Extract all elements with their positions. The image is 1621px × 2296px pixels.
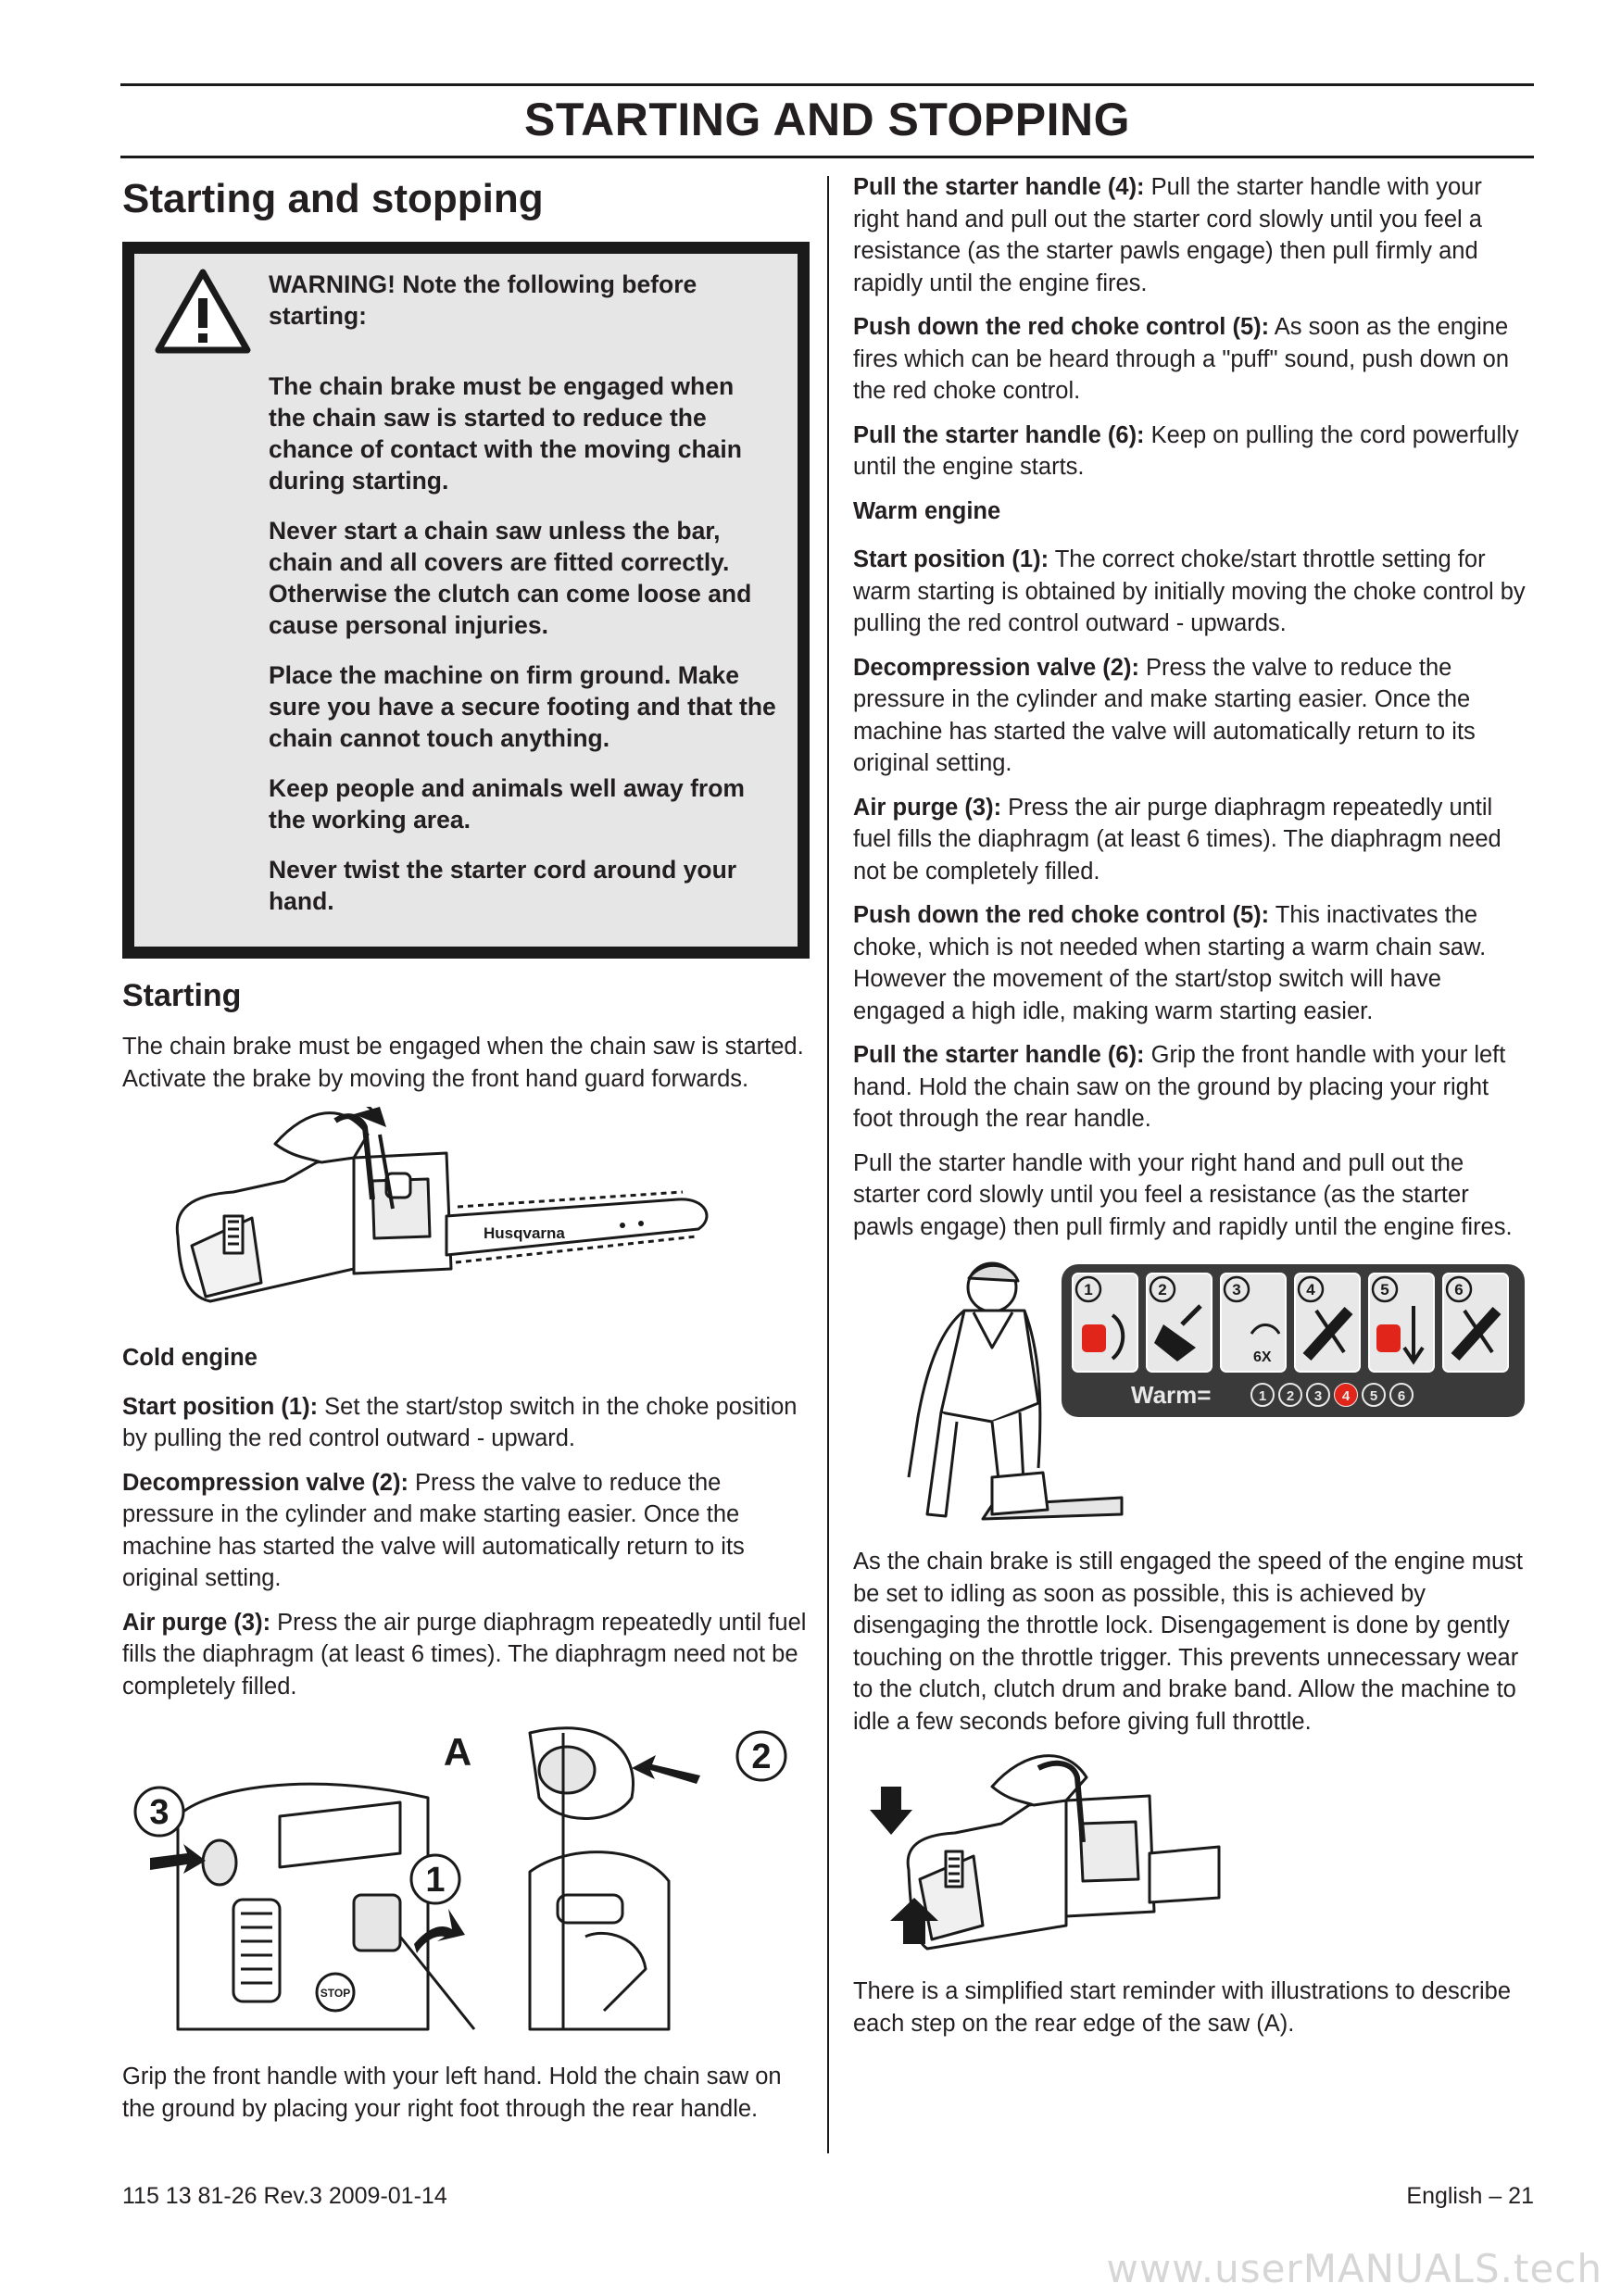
reminder-step-1: 1 [1084,1281,1093,1299]
warm-engine-title: Warm engine [853,497,1001,524]
chainsaw-chain-brake-illustration [122,1107,808,1329]
section-title: Starting and stopping [122,176,544,221]
warm-step-5-text: This inactivates the choke, which is not needed when starting a warm chain saw. However the movement of the start/stop switch will have engaged a high idle, making warm starting easier. [853,902,1487,1024]
warning-box [122,242,810,959]
right-column [853,171,1534,2051]
cold-step-3-text: Press the air purge diaphragm repeatedly until fuel fills the diaphragm (at least 6 times). The diaphragm need not be completely filled. [122,1609,807,1700]
stop-switch-label: STOP [320,1987,351,2000]
warm-step-3 [853,792,1534,888]
warning-item: Never twist the starter cord around your hand. [269,856,737,915]
reminder-step-2: 2 [1158,1281,1167,1299]
warm-step-num-2: 2 [1286,1388,1295,1404]
callout-a: A [443,1730,472,1774]
purge-count-label: 6X [1253,1349,1272,1365]
warm-step-num-3: 3 [1313,1388,1323,1404]
warning-item: Place the machine on firm ground. Make sure you have a secure footing and that the chain cannot touch anything. [269,661,776,752]
cold-step-6-text: Keep on pulling the cord powerfully until the engine starts. [853,421,1519,480]
warm-step-6-text: Grip the front handle with your left hand. Hold the chain saw on the ground by placing your right foot through the rear handle. [853,1042,1506,1132]
warm-step-6-label: Pull the starter handle (6): [853,1042,1145,1068]
warning-item: The chain brake must be engaged when the chain saw is started to reduce the chance of contact with the moving chain during starting. [269,372,742,495]
warm-step-6 [853,1039,1534,1135]
cold-step-1 [122,1391,810,1455]
pull-text: Pull the starter handle with your right hand and pull out the starter cord slowly until you feel a resistance (as the starter pawls engage) then pull firmly and rapidly until the engine fires. [853,1149,1513,1240]
warning-item: Keep people and animals well away from the working area. [269,774,745,834]
watermark: www.userMANUALS.tech [1106,2246,1602,2291]
footer-doc-id: 115 13 81-26 Rev.3 2009-01-14 [122,2183,447,2209]
cold-step-3 [122,1607,810,1703]
page-header-title: STARTING AND STOPPING [523,94,1131,145]
cold-step-6 [853,420,1534,483]
warm-step-num-5: 5 [1369,1388,1378,1404]
cold-step-5-label: Push down the red choke control (5): [853,314,1270,340]
warm-step-num-1: 1 [1258,1388,1267,1404]
footer-page-number: English – 21 [1406,2183,1534,2209]
warm-sequence-label: Warm= [1131,1381,1212,1409]
bar-brand-label: Husqvarna [484,1224,565,1242]
callout-1: 1 [425,1861,446,1900]
warm-step-1-text: The correct choke/start throttle setting for warm starting is obtained by initially moving the choke control by pulling the red control outward - upwards. [853,546,1526,636]
callout-3: 3 [149,1793,170,1832]
warning-item: Never start a chain saw unless the bar, chain and all covers are fitted correctly. Otherwise the clutch can come loose and cause personal injuries. [269,517,752,639]
cold-step-2 [122,1467,810,1595]
cold-step-1-label: Start position (1): [122,1393,319,1420]
warning-triangle-icon [153,267,253,356]
warm-step-1 [853,544,1534,640]
cold-step-5-text: As soon as the engine fires which can be heard through a "puff" sound, push down on the red choke control. [853,314,1510,404]
cold-step-2-text: Press the valve to reduce the pressure in the cylinder and make starting easier. Once the machine has started the valve will automatically return to its original setting. [122,1469,745,1591]
warm-step-3-label: Air purge (3): [853,794,1002,821]
reminder-step-5: 5 [1380,1281,1389,1299]
cold-step-3-label: Air purge (3): [122,1609,271,1636]
column-divider [827,176,829,2153]
cold-step-4-label: Pull the starter handle (4): [853,174,1145,200]
simplified-text: There is a simplified start reminder with illustrations to describe each step on the rear edge of the saw (A). [853,1978,1512,2037]
cold-step-4-text: Pull the starter handle with your right hand and pull out the starter cord slowly until you feel a resistance (as the starter pawls engage) then pull firmly and rapidly until the engine fires. [853,174,1482,296]
starting-intro: The chain brake must be engaged when the chain saw is started. Activate the brake by moving the front hand guard forwards. [122,1034,804,1092]
cold-step-4 [853,171,1534,299]
controls-detail-illustration [122,1714,808,2048]
cold-step-5 [853,311,1534,408]
warm-step-3-text: Press the air purge diaphragm repeatedly until fuel fills the diaphragm (at least 6 times). The diaphragm need not be completely filled. [853,794,1502,885]
warm-step-2 [853,652,1534,780]
warm-step-2-label: Decompression valve (2): [853,654,1139,681]
grip-text: Grip the front handle with your left hand. Hold the chain saw on the ground by placing your right foot through the rear handle. [122,2064,782,2122]
warm-step-2-text: Press the valve to reduce the pressure in the cylinder and make starting easier. Once the machine has started the valve will automatically return to its original setting. [853,654,1476,776]
header-rule-bottom [120,156,1534,158]
warm-step-num-6: 6 [1397,1388,1406,1404]
reminder-step-4: 4 [1306,1281,1315,1299]
left-column [122,171,810,2137]
cold-step-6-label: Pull the starter handle (6): [853,421,1145,448]
starting-title: Starting [122,978,242,1013]
warm-step-5 [853,899,1534,1027]
callout-2: 2 [751,1738,772,1776]
chainsaw-idle-illustration [853,1750,1534,1963]
warning-lead: WARNING! Note the following before starting: [269,270,697,330]
warm-step-num-4: 4 [1341,1388,1351,1404]
warm-step-1-label: Start position (1): [853,546,1049,572]
cold-step-2-label: Decompression valve (2): [122,1469,408,1496]
warm-step-5-label: Push down the red choke control (5): [853,902,1270,928]
idle-text: As the chain brake is still engaged the speed of the engine must be set to idling as soon as possible, this is achieved by disengaging the throttle lock. Disengagement is done by gently touching on the throttle trigger. This prevents unnecessary wear to the clutch, clutch drum and brake band. Allow the machine to idle a few seconds before giving full throttle. [853,1549,1523,1735]
cold-engine-title: Cold engine [122,1345,258,1371]
cold-step-1-text: Set the start/stop switch in the choke position by pulling the red control outward - upward. [122,1393,798,1451]
start-reminder-illustration [853,1255,1534,1533]
reminder-step-6: 6 [1454,1281,1464,1299]
header-rule-top [120,83,1534,86]
reminder-step-3: 3 [1232,1281,1241,1299]
